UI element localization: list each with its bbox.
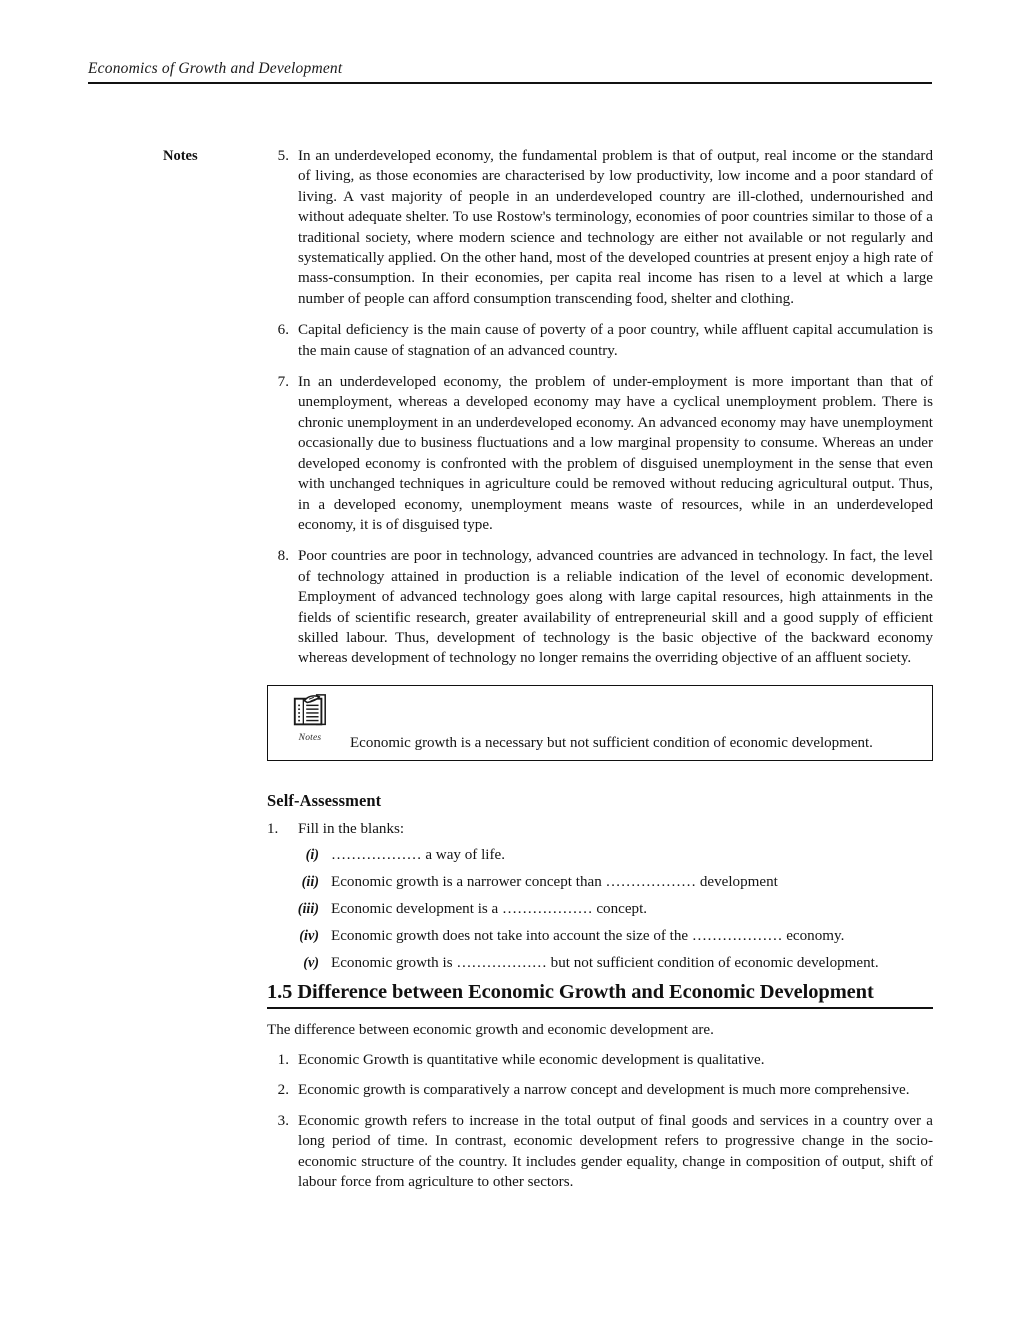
list-item-text: Poor countries are poor in technology, advanced countries are advanced in technology. In fact, the level of technology attained in production is a reliable indication of the level of economic development. Employment of advanced technology goes along with large capital resources, high attainments in the fields of scientific research, greater availability of entrepreneurial skill and a good supply of efficient skilled labour. Thus, development of technology is the basic objective of the backward economy whereas development of technology no longer remains the overriding objective of an affluent society. <box>298 548 933 667</box>
notes-notepad-icon <box>291 692 329 732</box>
list-item <box>267 372 933 535</box>
list-item <box>267 926 933 946</box>
notes-callout-box <box>267 685 933 761</box>
list-item-text: In an underdeveloped economy, the fundamental problem is that of output, real income or the standard of living, as those economies are characterised by low productivity, low income and a poor standard of living. A vast majority of people in an underdeveloped country are ill-clothed, undernourished and without adequate shelter. To use Rostow's terminology, economies of poor countries similar to those of a traditional society, where modern science and technology are either not available or not regularly and systematically applied. On the other hand, most of the developed countries at present enjoy a high rate of mass-consumption. In their economies, per capita real income has risen to a level at which a large number of people can afford consumption transcending food, shelter and clothing. <box>298 148 933 307</box>
list-marker: 3. <box>277 1112 289 1129</box>
roman-marker: (ii) <box>301 874 319 890</box>
list-item-text: Capital deficiency is the main cause of poverty of a poor country, while affluent capital accumulation is the main cause of stagnation of an advanced country. <box>298 322 933 359</box>
blank-text: Economic growth is a narrower concept than ……………… development <box>331 874 778 890</box>
section-divider <box>267 1007 933 1009</box>
question-marker: 1. <box>267 821 279 837</box>
roman-marker: (iii) <box>297 901 319 917</box>
blank-text: Economic growth does not take into account the size of the ……………… economy. <box>331 928 845 944</box>
header-divider <box>88 82 932 84</box>
list-item-text: Economic growth refers to increase in the total output of final goods and services in a country over a long period of time. In contrast, economic development refers to progressive change in the socio-economic structure of the country. It includes gender equality, change in composition of output, shift of labour force from agriculture to other sectors. <box>298 1112 933 1191</box>
continuation-list <box>267 146 933 669</box>
notes-icon-group <box>283 692 337 743</box>
section-intro-text: The difference between economic growth and economic development are. <box>267 1022 714 1038</box>
list-marker: 7. <box>277 374 289 391</box>
list-item <box>267 1050 933 1070</box>
list-item <box>267 1111 933 1193</box>
list-item <box>267 146 933 309</box>
list-item <box>267 320 933 361</box>
page-header <box>88 60 932 84</box>
list-marker: 6. <box>277 322 289 339</box>
roman-marker: (iv) <box>299 928 319 944</box>
list-item-text: Economic Growth is quantitative while economic development is qualitative. <box>298 1052 765 1068</box>
list-item-text: In an underdeveloped economy, the problem of under-employment is more important than that of unemployment, whereas a developed economy may have a cyclical unemployment problem. There is chronic unemployment in an underdeveloped economy. An advanced economy may have unemployment occasionally due to business fluctuations and a low marginal propensity to consume. Whereas an under developed economy is confronted with the problem of disguised unemployment in the sense that even with unchanged techniques in agriculture could be removed without reducing agricultural output. Thus, in a developed economy, unemployment means waste of resources, while in an underdeveloped economy, it is of disguised type. <box>298 374 933 533</box>
section-1-5 <box>267 981 933 1202</box>
section-heading: 1.5 Difference between Economic Growth and Economic Development <box>267 981 874 1003</box>
list-item <box>267 1080 933 1100</box>
list-item-text: Economic growth is comparatively a narrow concept and development is much more comprehensive. <box>298 1082 910 1099</box>
list-item <box>267 953 933 973</box>
list-item <box>267 872 933 892</box>
callout-body-text: Economic growth is a necessary but not sufficient condition of economic development. <box>350 735 873 751</box>
page-header-title: Economics of Growth and Development <box>88 60 343 77</box>
roman-marker: (i) <box>305 847 319 863</box>
main-text-column <box>267 146 933 680</box>
difference-list <box>267 1050 933 1192</box>
blank-text: Economic development is a ……………… concept. <box>331 901 648 917</box>
fill-in-blanks-list <box>267 845 933 973</box>
notes-icon-caption: Notes <box>298 733 322 743</box>
blank-text: ……………… a way of life. <box>331 847 505 863</box>
list-item <box>267 845 933 865</box>
roman-marker: (v) <box>303 955 319 971</box>
question-text: Fill in the blanks: <box>298 821 405 837</box>
margin-notes-label: Notes <box>163 148 198 164</box>
self-assessment-section <box>267 791 933 980</box>
list-item <box>267 899 933 919</box>
list-marker: 1. <box>277 1052 289 1068</box>
self-assessment-title: Self-Assessment <box>267 791 382 810</box>
list-marker: 2. <box>277 1082 289 1099</box>
list-marker: 5. <box>277 148 289 164</box>
list-item <box>267 546 933 668</box>
self-assessment-question <box>267 819 933 839</box>
blank-text: Economic growth is ……………… but not sufficient condition of economic development. <box>331 955 879 971</box>
list-marker: 8. <box>277 548 289 565</box>
